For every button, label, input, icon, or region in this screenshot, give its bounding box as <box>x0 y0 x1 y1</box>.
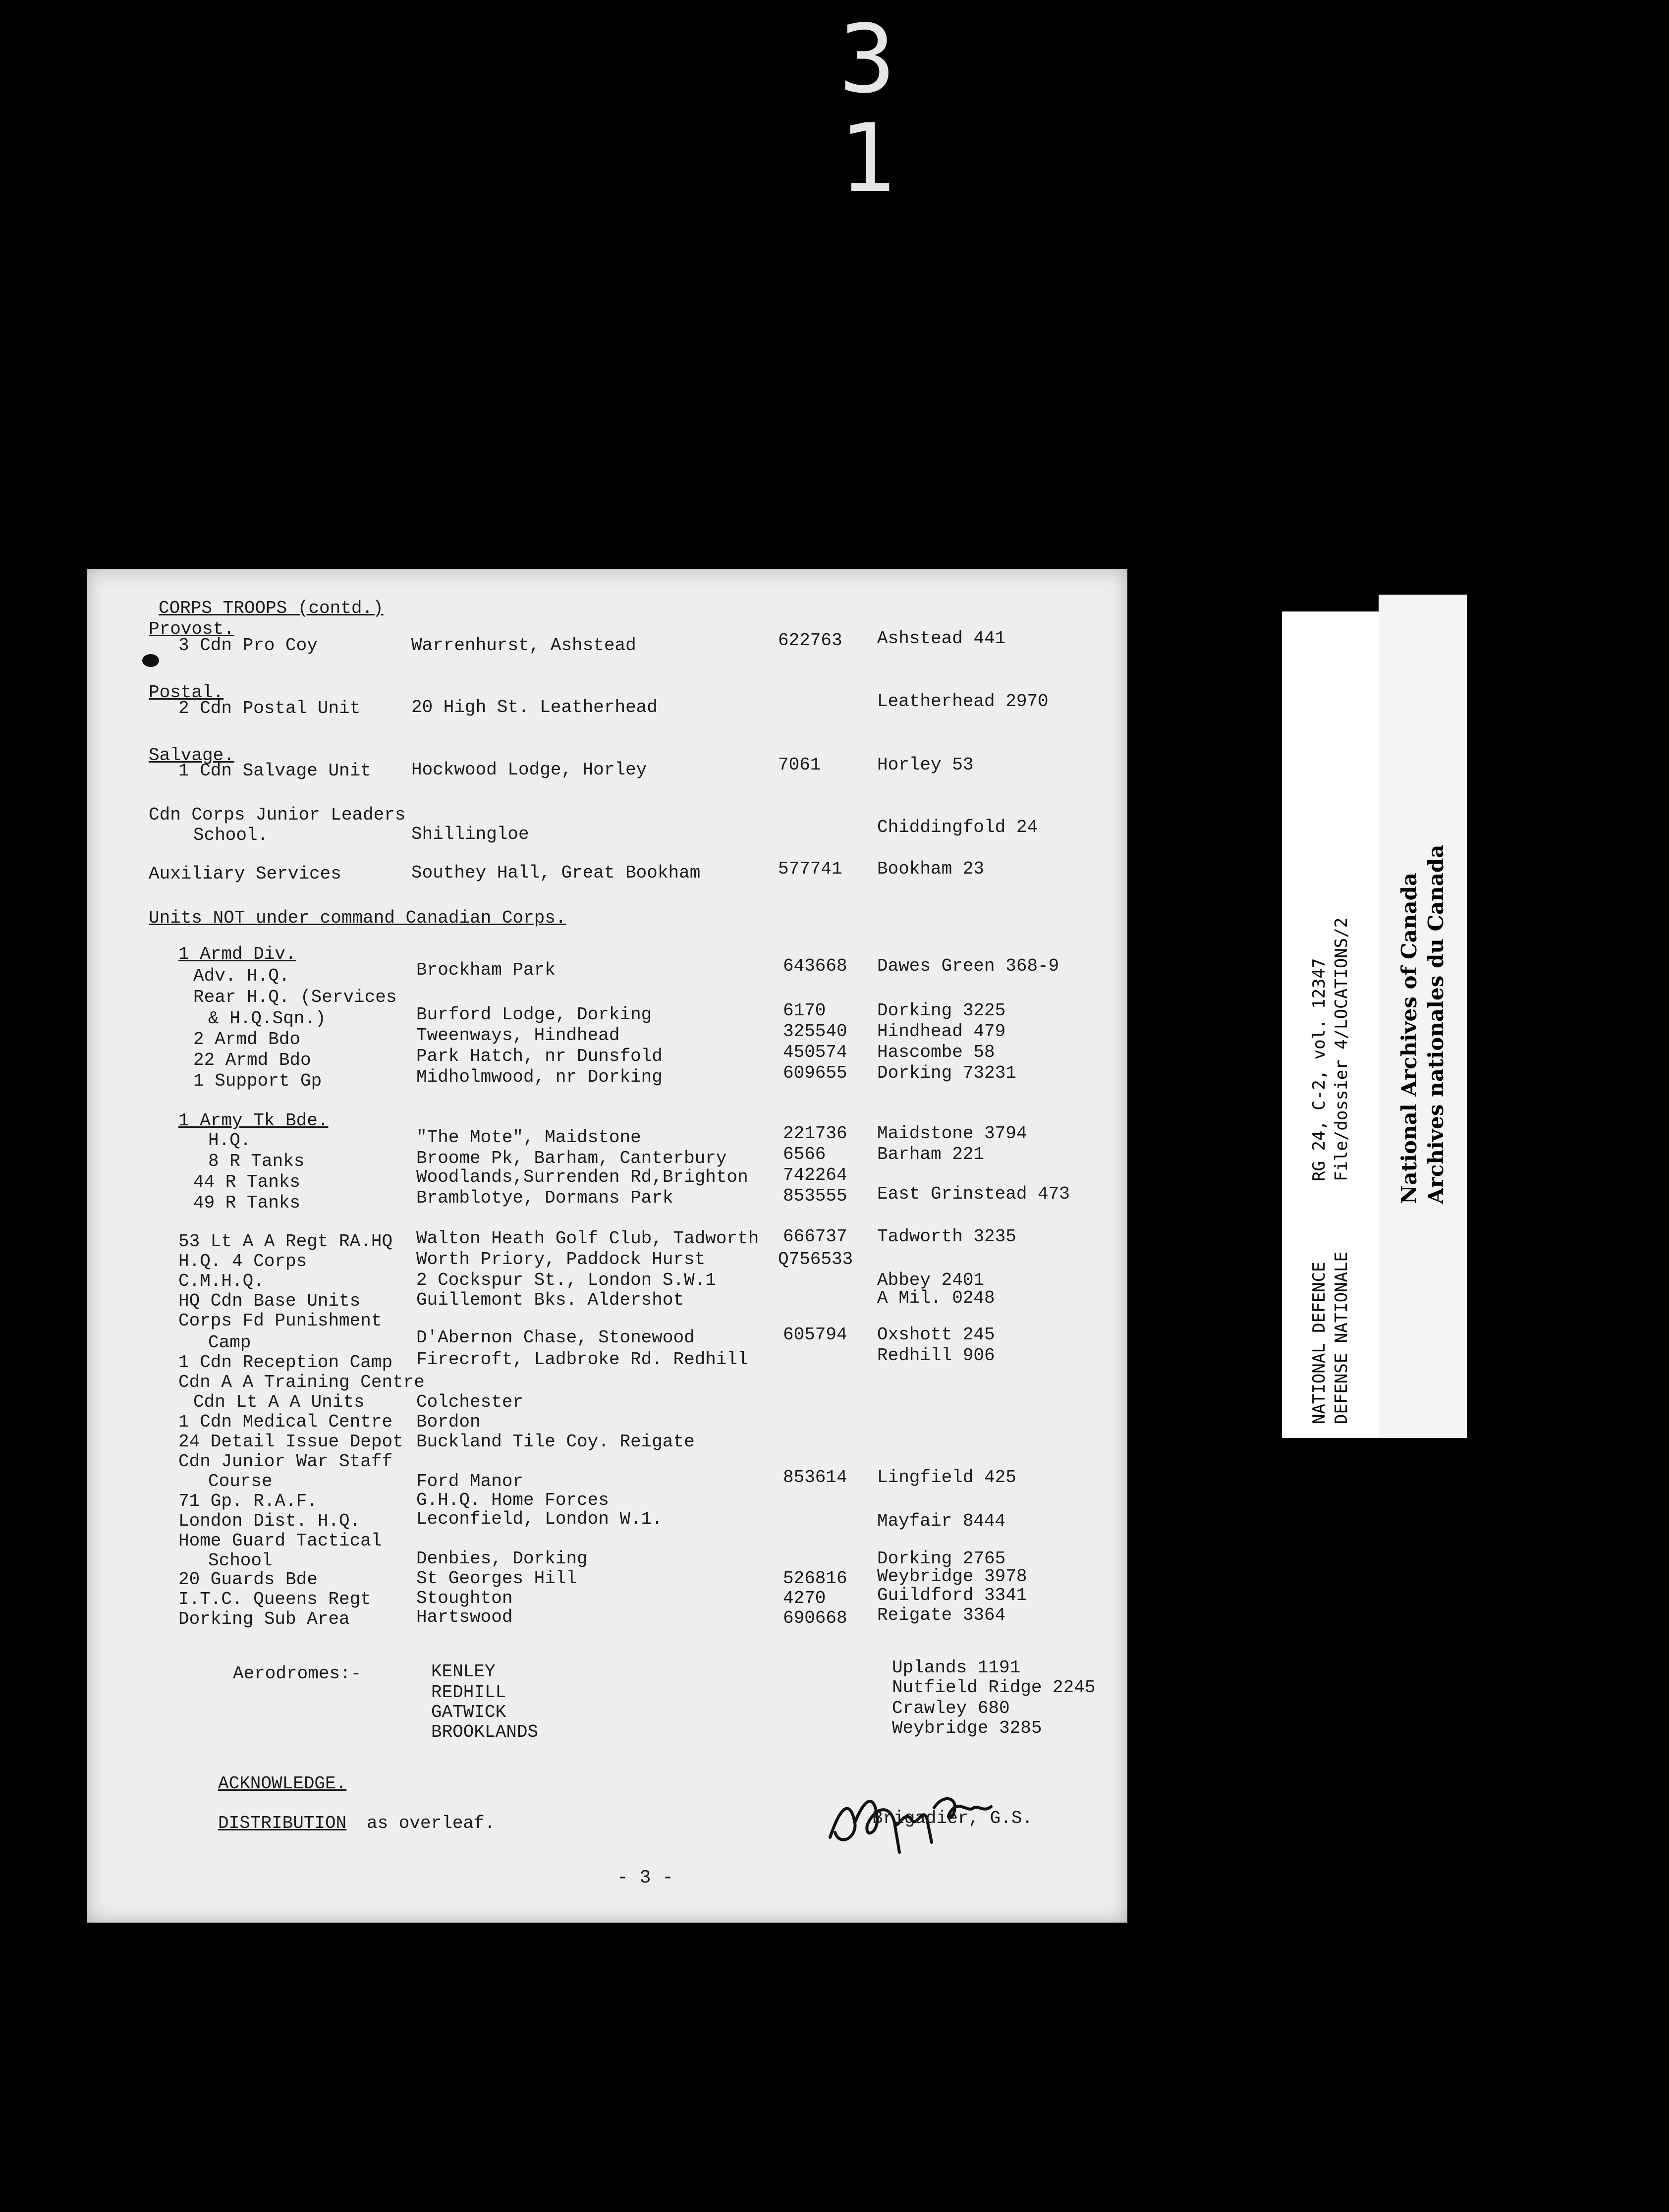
document-line-11-col-0: Adv. H.Q. <box>193 966 290 986</box>
reel-number: 3 1 <box>838 4 936 213</box>
document-line-22-col-3: Tadworth 3235 <box>877 1226 1016 1247</box>
document-line-28-col-2: Redhill 906 <box>877 1345 995 1366</box>
document-line-18-col-0: H.Q. <box>208 1130 251 1151</box>
document-line-27-col-3: Oxshott 245 <box>877 1325 995 1345</box>
document-line-21-col-2: 853555 <box>783 1186 847 1206</box>
document-line-34-col-1: Ford Manor <box>416 1471 524 1492</box>
document-line-25-col-2: A Mil. 0248 <box>877 1288 995 1308</box>
document-line-32-col-0: 24 Detail Issue Depot <box>178 1432 403 1452</box>
document-line-47-col-1: as overleaf. <box>367 1813 496 1833</box>
document-line-19-col-1: Broome Pk, Barham, Canterbury <box>416 1148 727 1168</box>
document-line-7-col-1: Shillingloe <box>411 824 529 844</box>
archive-dept-fr: DEFENSE NATIONALE <box>1332 1252 1351 1424</box>
document-line-13-col-1: Burford Lodge, Dorking <box>416 1004 652 1025</box>
document-line-0-col-0: Provost. <box>149 619 234 639</box>
document-line-19-col-2: 6566 <box>783 1144 826 1164</box>
document-line-6-col-0: Cdn Corps Junior Leaders <box>149 805 406 825</box>
document-line-41-col-3: Reigate 3364 <box>877 1605 1006 1625</box>
document-line-40-col-3: Guildford 3341 <box>877 1585 1027 1605</box>
document-line-8-col-1: Southey Hall, Great Bookham <box>411 863 701 883</box>
document-line-4-col-0: Salvage. <box>149 745 234 766</box>
document-line-24-col-2: Abbey 2401 <box>877 1270 985 1290</box>
archive-label-strip <box>1282 611 1379 1438</box>
document-line-23-col-1: Worth Priory, Paddock Hurst <box>416 1249 706 1270</box>
archive-dept-en: NATIONAL DEFENCE <box>1309 1262 1329 1424</box>
archive-stamp-strip <box>1379 595 1467 1438</box>
document-line-15-col-3: Hascombe 58 <box>877 1042 995 1062</box>
document-line-18-col-1: "The Mote", Maidstone <box>416 1127 641 1148</box>
document-line-34-col-0: Course <box>208 1471 273 1492</box>
document-line-38-col-0: School <box>208 1550 273 1571</box>
document-line-13-col-3: Dorking 3225 <box>877 1000 1006 1021</box>
document-line-3-col-2: Leatherhead 2970 <box>877 691 1049 712</box>
document-line-47-col-0: DISTRIBUTION <box>218 1813 347 1833</box>
document-line-33-col-0: Cdn Junior War Staff <box>178 1451 393 1472</box>
document-line-16-col-2: 609655 <box>783 1063 847 1083</box>
document-line-43-col-0: REDHILL <box>431 1682 506 1703</box>
document-line-34-col-2: 853614 <box>783 1467 847 1488</box>
document-line-28-col-0: 1 Cdn Reception Camp <box>178 1352 393 1373</box>
document-line-31-col-1: Bordon <box>416 1412 481 1432</box>
document-line-8-col-2: 577741 <box>778 859 842 879</box>
document-line-27-col-1: D'Abernon Chase, Stonewood <box>416 1327 695 1348</box>
document-line-24-col-1: 2 Cockspur St., London S.W.1 <box>416 1270 716 1290</box>
archive-name-fr: Archives nationales du Canada <box>1424 844 1448 1204</box>
document-line-20-col-0: 44 R Tanks <box>193 1172 301 1192</box>
archive-name-en: National Archives of Canada <box>1397 872 1421 1204</box>
document-line-31-col-0: 1 Cdn Medical Centre <box>178 1412 393 1432</box>
document-line-8-col-0: Auxiliary Services <box>149 864 341 884</box>
document-line-15-col-0: 22 Armd Bdo <box>193 1050 311 1070</box>
document-line-28-col-1: Firecroft, Ladbroke Rd. Redhill <box>416 1349 748 1370</box>
document-line-41-col-0: Dorking Sub Area <box>178 1609 350 1629</box>
document-line-11-col-3: Dawes Green 368-9 <box>877 956 1059 976</box>
document-line-22-col-1: Walton Heath Golf Club, Tadworth <box>416 1228 759 1249</box>
document-line-32-col-1: Buckland Tile Coy. Reigate <box>416 1432 695 1452</box>
document-line-5-col-0: 1 Cdn Salvage Unit <box>178 761 371 781</box>
document-line-23-col-0: H.Q. 4 Corps <box>178 1251 307 1272</box>
document-line-12-col-0: Rear H.Q. (Services <box>193 987 397 1007</box>
document-line-27-col-0: Camp <box>208 1332 251 1353</box>
document-line-41-col-2: 690668 <box>783 1608 847 1628</box>
document-line-26-col-0: Corps Fd Punishment <box>178 1311 382 1331</box>
document-line-21-col-3: East Grinstead 473 <box>877 1184 1070 1204</box>
document-line-14-col-3: Hindhead 479 <box>877 1021 1006 1042</box>
document-heading: CORPS TROOPS (contd.) <box>159 598 384 618</box>
document-line-41-col-1: Hartswood <box>416 1607 513 1627</box>
document-line-16-col-0: 1 Support Gp <box>193 1071 322 1091</box>
document-line-29-col-0: Cdn A A Training Centre <box>178 1372 425 1392</box>
document-line-14-col-1: Tweenways, Hindhead <box>416 1025 620 1046</box>
document-line-1-col-2: 622763 <box>778 630 842 651</box>
document-line-5-col-3: Horley 53 <box>877 755 974 775</box>
document-line-39-col-0: 20 Guards Bde <box>178 1569 318 1590</box>
document-line-30-col-1: Colchester <box>416 1392 524 1412</box>
document-line-39-col-1: St Georges Hill <box>416 1568 577 1589</box>
document-line-25-col-1: Guillemont Bks. Aldershot <box>416 1290 684 1310</box>
document-line-25-col-0: HQ Cdn Base Units <box>178 1291 361 1311</box>
document-page <box>87 569 1127 1923</box>
document-line-38-col-1: Denbies, Dorking <box>416 1548 588 1569</box>
document-line-40-col-1: Stoughton <box>416 1588 513 1608</box>
document-line-39-col-3: Weybridge 3978 <box>877 1566 1027 1587</box>
archive-file: File/dossier 4/LOCATIONS/2 <box>1332 917 1351 1181</box>
document-line-13-col-0: & H.Q.Sqn.) <box>208 1008 326 1029</box>
document-line-36-col-0: London Dist. H.Q. <box>178 1511 361 1531</box>
document-line-27-col-2: 605794 <box>783 1325 847 1345</box>
document-line-35-col-1: G.H.Q. Home Forces <box>416 1490 609 1510</box>
document-line-11-col-1: Brockham Park <box>416 960 556 980</box>
document-line-22-col-0: 53 Lt A A Regt RA.HQ <box>178 1231 393 1252</box>
document-line-1-col-0: 3 Cdn Pro Coy <box>178 635 318 656</box>
document-line-3-col-0: 2 Cdn Postal Unit <box>178 698 361 719</box>
document-line-1-col-3: Ashstead 441 <box>877 628 1006 649</box>
document-line-19-col-3: Barham 221 <box>877 1144 985 1164</box>
document-line-11-col-2: 643668 <box>783 956 847 976</box>
document-line-16-col-1: Midholmwood, nr Dorking <box>416 1067 663 1087</box>
document-line-5-col-2: 7061 <box>778 755 821 775</box>
document-line-18-col-2: 221736 <box>783 1123 847 1144</box>
document-line-42-col-2: Uplands 1191 <box>892 1658 1021 1678</box>
document-line-40-col-0: I.T.C. Queens Regt <box>178 1589 371 1609</box>
document-line-5-col-1: Hockwood Lodge, Horley <box>411 760 647 780</box>
document-line-36-col-2: Mayfair 8444 <box>877 1511 1006 1531</box>
document-line-20-col-1: Woodlands,Surrenden Rd,Brighton <box>416 1167 748 1187</box>
document-line-38-col-2: Dorking 2765 <box>877 1548 1006 1569</box>
document-line-47-col-2: Brigadier, G.S. <box>872 1808 1033 1828</box>
document-line-40-col-2: 4270 <box>783 1588 826 1608</box>
document-line-14-col-2: 325540 <box>783 1021 847 1042</box>
document-line-8-col-3: Bookham 23 <box>877 859 985 879</box>
document-line-9-col-0: Units NOT under command Canadian Corps. <box>149 908 566 928</box>
document-line-7-col-2: Chiddingfold 24 <box>877 817 1038 837</box>
document-line-34-col-3: Lingfield 425 <box>877 1467 1016 1488</box>
document-line-37-col-0: Home Guard Tactical <box>178 1531 382 1551</box>
document-line-7-col-0: School. <box>193 825 269 845</box>
document-line-42-col-0: Aerodromes:- <box>233 1663 362 1684</box>
document-line-44-col-1: Crawley 680 <box>892 1698 1010 1718</box>
document-line-22-col-2: 666737 <box>783 1226 847 1247</box>
document-line-39-col-2: 526816 <box>783 1568 847 1589</box>
document-line-45-col-1: Weybridge 3285 <box>892 1718 1042 1738</box>
document-line-19-col-0: 8 R Tanks <box>208 1151 305 1171</box>
document-line-20-col-2: 742264 <box>783 1165 847 1185</box>
document-line-13-col-2: 6170 <box>783 1000 826 1021</box>
document-line-14-col-0: 2 Armd Bdo <box>193 1029 301 1050</box>
document-line-45-col-0: BROOKLANDS <box>431 1722 539 1742</box>
document-line-46-col-0: ACKNOWLEDGE. <box>218 1773 347 1794</box>
document-line-3-col-1: 20 High St. Leatherhead <box>411 697 658 718</box>
page-number: - 3 - <box>617 1867 674 1888</box>
document-line-35-col-0: 71 Gp. R.A.F. <box>178 1491 318 1511</box>
document-line-15-col-1: Park Hatch, nr Dunsfold <box>416 1046 663 1066</box>
archive-reference: RG 24, C-2, vol. 12347 <box>1309 958 1329 1181</box>
document-line-1-col-1: Warrenhurst, Ashstead <box>411 635 636 656</box>
document-line-17-col-0: 1 Army Tk Bde. <box>178 1110 329 1131</box>
document-line-16-col-3: Dorking 73231 <box>877 1063 1016 1083</box>
document-line-24-col-0: C.M.H.Q. <box>178 1271 264 1291</box>
document-line-23-col-2: Q756533 <box>778 1249 853 1270</box>
document-line-36-col-1: Leconfield, London W.1. <box>416 1509 663 1529</box>
document-line-43-col-1: Nutfield Ridge 2245 <box>892 1677 1096 1698</box>
document-line-44-col-0: GATWICK <box>431 1702 506 1722</box>
document-line-30-col-0: Cdn Lt A A Units <box>193 1392 365 1412</box>
document-line-18-col-3: Maidstone 3794 <box>877 1123 1027 1144</box>
document-line-10-col-0: 1 Armd Div. <box>178 944 296 964</box>
document-line-2-col-0: Postal. <box>149 682 224 703</box>
document-line-21-col-0: 49 R Tanks <box>193 1193 301 1213</box>
document-line-21-col-1: Bramblotye, Dormans Park <box>416 1188 673 1208</box>
ink-blot <box>142 654 159 667</box>
document-line-15-col-2: 450574 <box>783 1042 847 1062</box>
document-line-42-col-1: KENLEY <box>431 1661 496 1682</box>
